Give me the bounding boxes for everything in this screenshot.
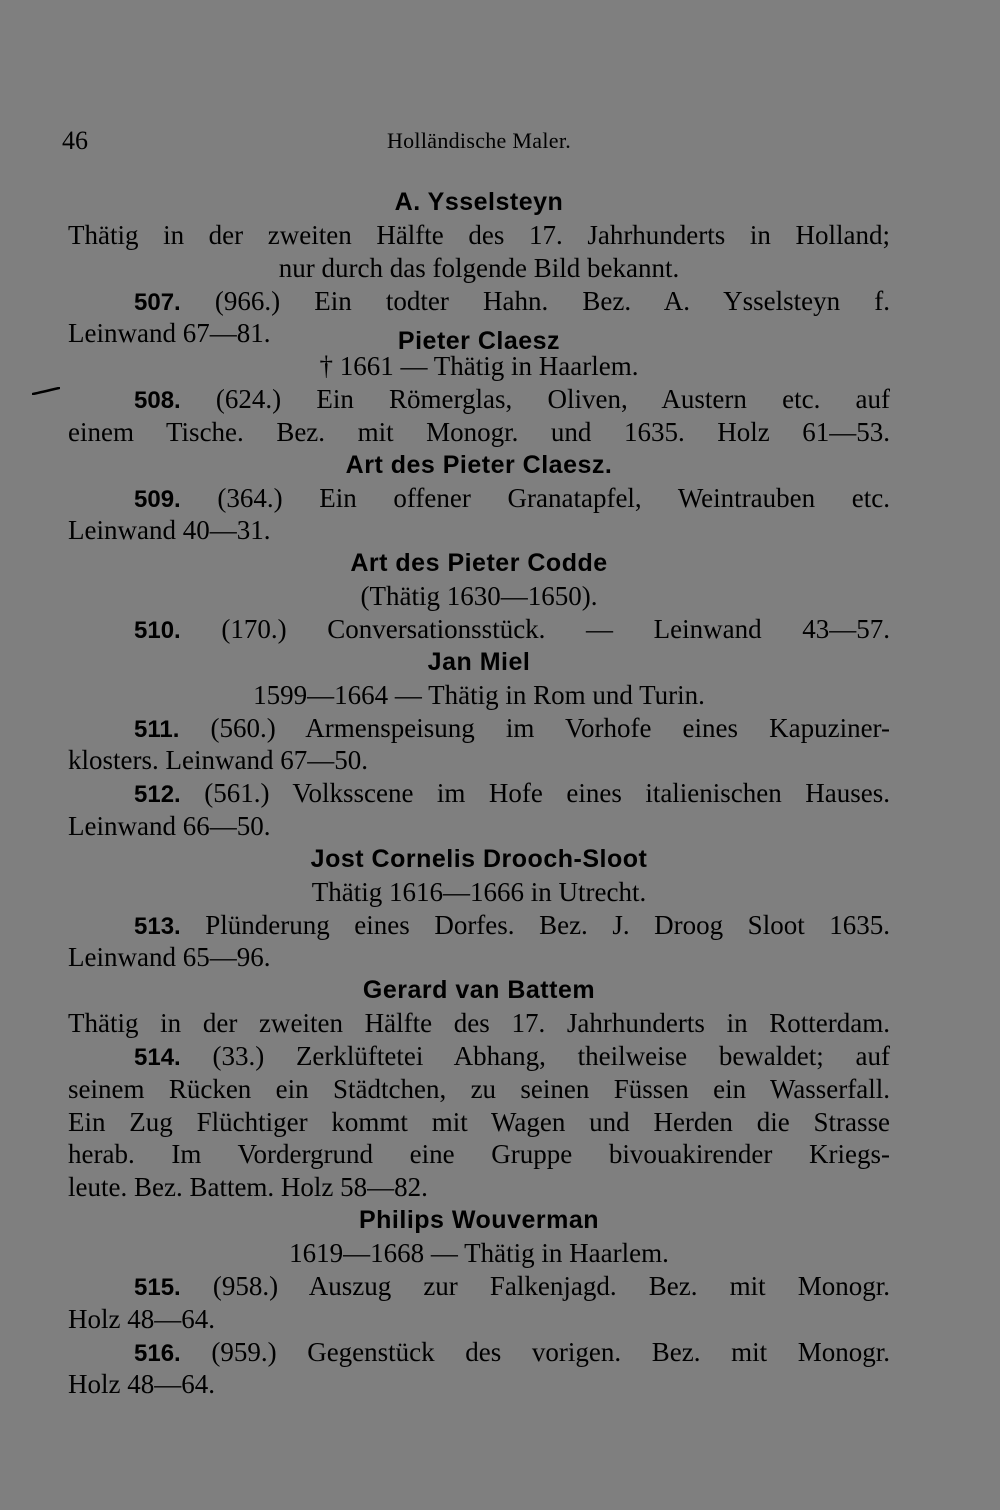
text-line: seinem Rücken ein Städtchen, zu seinen Füssen ein Wasserfall. [68, 1073, 890, 1104]
entry-text: (959.) Gegenstück des vorigen. Bez. mit Monogr. [180, 1336, 890, 1367]
entry-number: 514. [134, 1043, 181, 1071]
artist-heading: Art des Pieter Claesz. [345, 450, 613, 479]
text-line: Thätig in der zweiten Hälfte des 17. Jahrhunderts in Holland; [68, 219, 890, 250]
artist-info-line: Thätig 1616—1666 in Utrecht. [311, 876, 647, 907]
entry-number: 513. [134, 912, 181, 940]
entry-text: Plünderung eines Dorfes. Bez. J. Droog Sloot 1635. [180, 909, 890, 940]
entry-text: (958.) Auszug zur Falkenjagd. Bez. mit Monogr. [180, 1270, 890, 1301]
artist-heading: Pieter Claesz [397, 327, 561, 356]
text-line: leute. Bez. Battem. Holz 58—82. [68, 1172, 428, 1203]
catalog-entry-line [68, 1336, 890, 1369]
artist-info-line: 1619—1668 — Thätig in Haarlem. [289, 1238, 669, 1268]
text-line: Leinwand 66—50. [68, 811, 271, 842]
entry-number: 515. [134, 1273, 181, 1301]
text-line: Ein Zug Flüchtiger kommt mit Wagen und Herden die Strasse [68, 1106, 890, 1137]
catalog-entry-line [68, 613, 890, 646]
artist-heading: Gerard van Battem [362, 976, 596, 1005]
catalog-entry-line [68, 383, 890, 416]
entry-text: (560.) Armenspeisung im Vorhofe eines Kapuziner- [179, 712, 890, 743]
entry-text: (624.) Ein Römerglas, Oliven, Austern etc. auf [180, 384, 890, 415]
text-line: Leinwand 65—96. [68, 942, 271, 973]
handwritten-pointer-mark [32, 387, 60, 395]
artist-info-line: 1599—1664 — Thätig in Rom und Turin. [253, 679, 705, 710]
text-lines [68, 186, 890, 1401]
running-title: Holländische Maler. [386, 128, 572, 153]
catalog-entry-line [68, 777, 890, 810]
entry-number: 509. [134, 485, 181, 513]
text-line [68, 317, 890, 356]
catalog-entry-line [68, 482, 890, 515]
entry-number: 512. [134, 781, 181, 809]
text-line: herab. Im Vordergrund eine Gruppe bivouakirender Kriegs- [68, 1139, 890, 1170]
catalog-entry-line [68, 285, 890, 318]
entry-text: Leinwand 67—81. [68, 318, 271, 349]
page-number: 46 [62, 126, 88, 155]
artist-heading: Jost Cornelis Drooch-Sloot [310, 844, 648, 873]
text-line: klosters. Leinwand 67—50. [68, 745, 368, 776]
catalog-entry-line [68, 1270, 890, 1303]
text-line: einem Tische. Bez. mit Monogr. und 1635. Holz 61—53. [68, 416, 890, 447]
artist-info-line: (Thätig 1630—1650). [360, 581, 598, 612]
catalog-entry-line [68, 909, 890, 942]
text-line: Holz 48—64. [68, 1303, 215, 1334]
text-line: Leinwand 40—31. [68, 515, 271, 546]
artist-heading: Philips Wouverman [358, 1206, 600, 1235]
catalog-entry-line [68, 712, 890, 745]
entry-number: 516. [134, 1339, 181, 1367]
catalog-entry-line [68, 1040, 890, 1073]
entry-number: 507. [134, 288, 181, 316]
entry-text: (966.) Ein todter Hahn. Bez. A. Ysselsteyn f. [180, 285, 890, 316]
entry-number: 511. [134, 715, 180, 743]
entry-number: 510. [134, 616, 181, 644]
entry-text: (33.) Zerklüftetei Abhang, theilweise bewaldet; auf [180, 1040, 890, 1071]
artist-heading: Art des Pieter Codde [350, 549, 608, 578]
entry-text: (561.) Volksscene im Hofe eines italienischen Hauses. [180, 778, 890, 809]
artist-info-line: † 1661 — Thätig in Haarlem. [319, 351, 639, 382]
artist-heading: A. Ysselsteyn [394, 188, 564, 216]
entry-text: (170.) Conversationsstück. — Leinwand 43—57. [180, 613, 890, 644]
text-line: Holz 48—64. [68, 1369, 215, 1400]
text-line: Thätig in der zweiten Hälfte des 17. Jahrhunderts in Rotterdam. [68, 1008, 890, 1039]
page-header [62, 126, 890, 162]
catalog-body [68, 186, 890, 1401]
artist-info-line: nur durch das folgende Bild bekannt. [278, 252, 680, 283]
entry-number: 508. [134, 387, 181, 415]
entry-text: (364.) Ein offener Granatapfel, Weintrauben etc. [180, 482, 890, 513]
artist-heading: Jan Miel [427, 647, 531, 676]
